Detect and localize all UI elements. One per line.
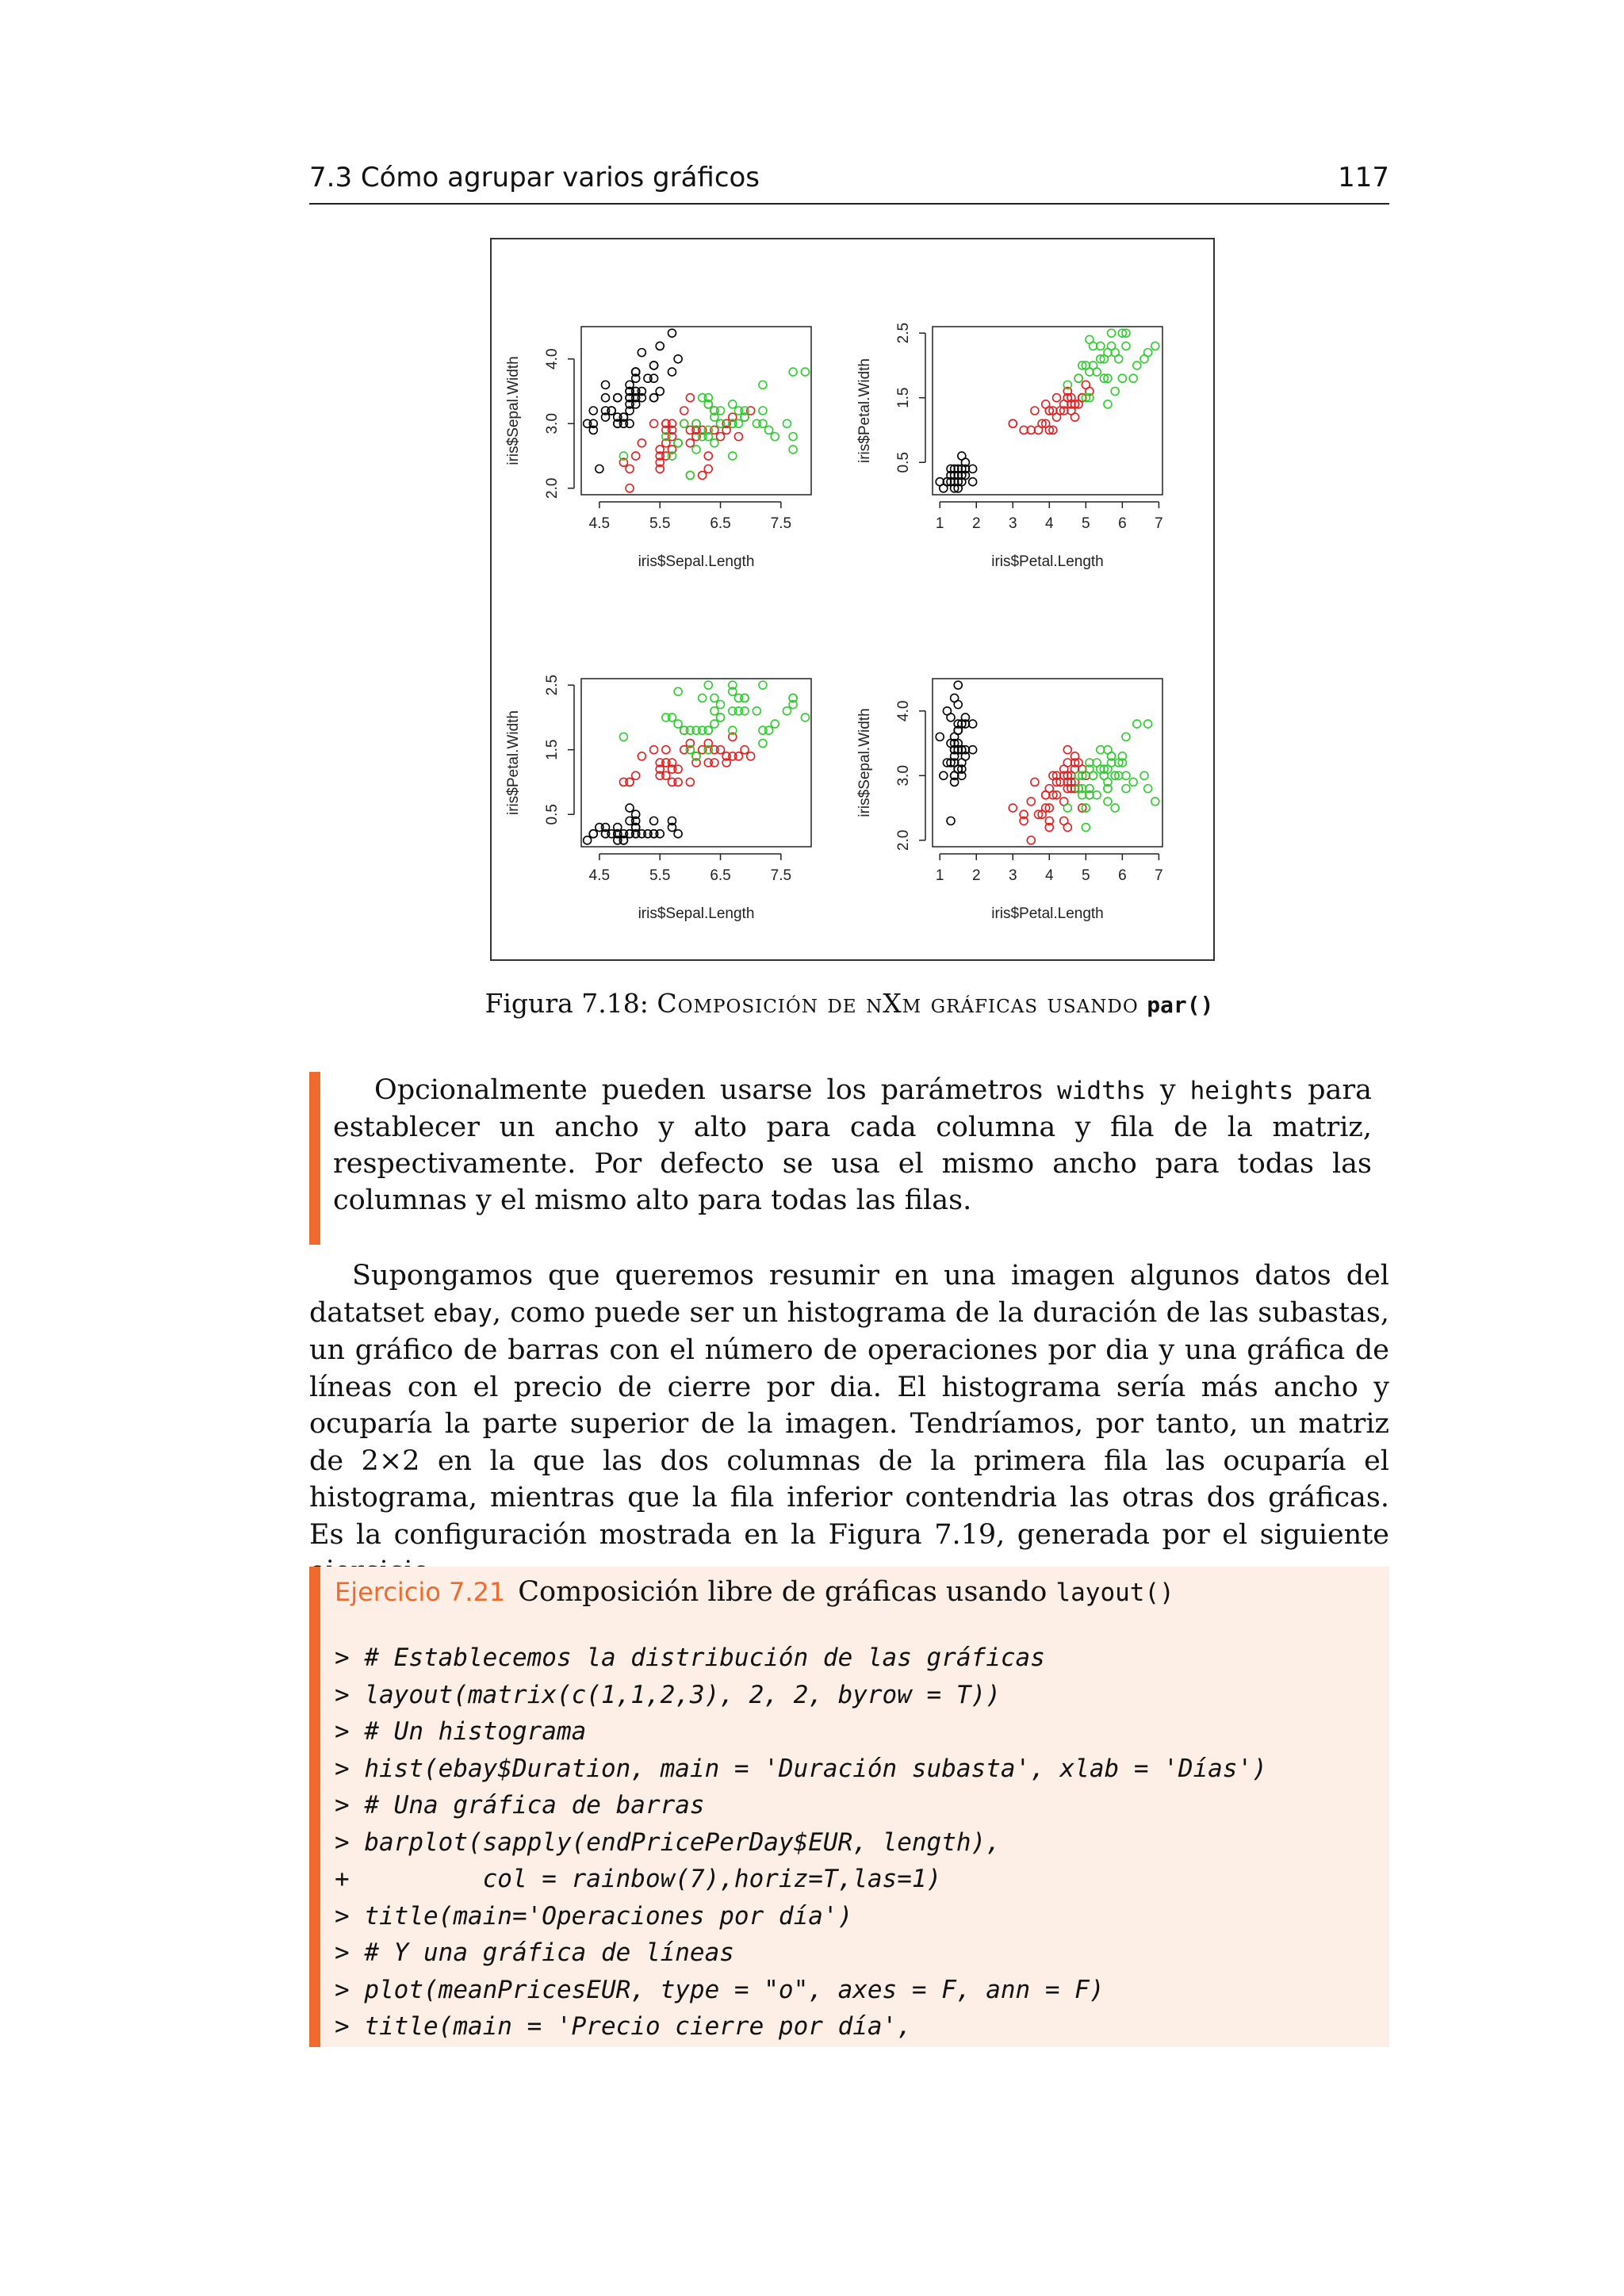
note-text-c: para establecer un ancho y alto para cada columna y fila de la matriz, respectivamente. Por defecto se usa el mismo ancho para todas las columnas y el mismo alto para todas las filas.: [333, 1074, 1372, 1216]
data-point-virginica: [710, 707, 718, 715]
y-axis-label: iris$Sepal.Width: [856, 708, 873, 817]
data-point-versicolor: [632, 771, 640, 779]
exercise-accent-bar: [309, 1567, 320, 2047]
data-point-virginica: [1111, 388, 1119, 396]
note-code-heights: heights: [1189, 1077, 1294, 1105]
data-point-setosa: [626, 804, 634, 812]
data-point-virginica: [1140, 771, 1148, 779]
data-point-versicolor: [704, 759, 712, 767]
data-point-setosa: [626, 817, 634, 825]
data-point-versicolor: [704, 465, 712, 473]
data-point-versicolor: [1031, 778, 1039, 786]
code-line: [335, 1640, 1267, 1677]
x-tick-label: 4.5: [588, 515, 611, 532]
note-text-a: Opcionalmente pueden usarse los parámetros: [374, 1074, 1058, 1106]
code-text: title(main = 'Precio cierre por día',: [349, 2012, 912, 2041]
x-tick-label: 7.5: [770, 515, 792, 532]
code-line: [335, 1751, 1267, 1788]
x-tick-label: 1: [935, 515, 944, 532]
data-point-virginica: [717, 701, 725, 709]
x-tick-label: 6.5: [710, 515, 731, 532]
data-point-versicolor: [717, 433, 725, 441]
code-line: [335, 2008, 1267, 2045]
data-point-virginica: [710, 439, 718, 447]
code-prompt: >: [335, 1791, 350, 1820]
figure-caption: [309, 988, 1389, 1019]
data-point-versicolor: [1060, 817, 1068, 825]
data-point-virginica: [1111, 804, 1119, 812]
code-text: layout(matrix(c(1,1,2,3), 2, 2, byrow = T)): [349, 1680, 1001, 1709]
data-point-setosa: [650, 362, 658, 369]
exercise-title-code: layout(): [1055, 1578, 1174, 1607]
y-tick-label: 4.0: [895, 700, 912, 721]
data-point-virginica: [1108, 329, 1116, 337]
code-line: [335, 1898, 1267, 1935]
code-line: [335, 1677, 1267, 1714]
x-tick-label: 7: [1155, 515, 1163, 532]
y-tick-label: 4.0: [544, 348, 561, 369]
data-point-setosa: [638, 349, 645, 357]
code-prompt: >: [335, 1901, 350, 1931]
margin-note: [309, 1072, 1389, 1245]
x-tick-label: 2: [971, 515, 981, 532]
data-point-versicolor: [734, 433, 742, 441]
data-point-virginica: [801, 368, 809, 376]
y-tick-label: 2.5: [544, 674, 561, 696]
data-point-virginica: [734, 407, 742, 415]
data-point-virginica: [1129, 374, 1137, 382]
data-point-virginica: [674, 687, 682, 695]
data-point-virginica: [717, 714, 725, 721]
data-point-setosa: [602, 381, 610, 388]
code-prompt: >: [335, 1827, 350, 1857]
data-point-virginica: [759, 407, 767, 415]
y-tick-label: 3.0: [544, 413, 561, 434]
data-point-virginica: [783, 419, 791, 427]
y-tick-label: 2.0: [544, 477, 561, 499]
data-point-virginica: [759, 740, 767, 748]
code-block: [335, 1640, 1267, 2045]
data-point-versicolor: [1027, 798, 1035, 806]
data-point-virginica: [1118, 374, 1126, 382]
y-axis-label: iris$Sepal.Width: [505, 356, 522, 465]
x-tick-label: 5.5: [649, 515, 671, 532]
y-tick-label: 1.5: [544, 739, 561, 760]
data-point-versicolor: [650, 419, 658, 427]
data-point-virginica: [674, 439, 682, 447]
para-text-b: , como puede ser un histograma de la duración de las subastas, un gráfico de barras con el número de operaciones por dia y una gráfica de líneas con el precio de cierre por dia. El histograma sería más ancho y ocuparía la parte superior de la imagen. Tendríamos, por tanto, un matriz de 2×2 en la que las dos columnas de la primera fila las ocuparía el histograma, mientras que la fila inferior contendria las otras dos gráficas. Es la configuración mostrada en la Figura 7.19, generada por el siguiente: [309, 1296, 1389, 1551]
code-prompt: >: [335, 1938, 350, 1967]
code-text: # Y una gráfica de líneas: [349, 1938, 734, 1967]
data-point-setosa: [614, 394, 622, 402]
x-tick-label: 6: [1118, 515, 1127, 532]
data-point-virginica: [680, 419, 688, 427]
code-line: [335, 1861, 1267, 1898]
x-axis-label: iris$Petal.Length: [991, 905, 1104, 922]
data-point-virginica: [1144, 349, 1152, 357]
data-point-versicolor: [686, 778, 694, 786]
scatter-matrix-figure: [492, 239, 1213, 959]
note-accent-bar: [309, 1072, 320, 1245]
data-point-virginica: [765, 426, 773, 434]
exercise-title: Composición libre de gráficas usando: [518, 1576, 1056, 1608]
x-tick-label: 5.5: [649, 867, 671, 884]
data-point-versicolor: [1009, 419, 1017, 427]
data-point-virginica: [674, 720, 682, 728]
y-axis-label: iris$Petal.Width: [856, 358, 873, 463]
data-point-setosa: [584, 836, 592, 844]
data-point-virginica: [1122, 342, 1130, 350]
data-point-virginica: [1133, 720, 1141, 728]
data-point-versicolor: [626, 465, 634, 473]
data-point-setosa: [602, 394, 610, 402]
data-point-setosa: [626, 419, 634, 427]
data-point-setosa: [969, 478, 977, 486]
data-point-virginica: [759, 419, 767, 427]
code-line: [335, 1934, 1267, 1972]
data-point-virginica: [699, 394, 707, 402]
x-tick-label: 4: [1045, 867, 1054, 884]
data-point-virginica: [729, 452, 737, 460]
data-point-virginica: [699, 694, 707, 702]
note-text-b: y: [1146, 1074, 1190, 1106]
figure-7-18: [490, 238, 1215, 961]
data-point-virginica: [692, 446, 700, 453]
code-text: hist(ebay$Duration, main = 'Duración subasta', xlab = 'Días'): [349, 1754, 1267, 1783]
code-prompt: >: [335, 1754, 350, 1783]
data-point-versicolor: [626, 484, 634, 492]
page-number: 117: [1338, 162, 1389, 193]
data-point-versicolor: [686, 394, 694, 402]
data-point-virginica: [734, 694, 742, 702]
x-tick-label: 3: [1008, 867, 1017, 884]
x-tick-label: 5: [1082, 867, 1090, 884]
data-point-setosa: [656, 342, 664, 350]
plot-frame: [933, 679, 1162, 847]
data-point-virginica: [789, 433, 797, 441]
x-axis-label: iris$Sepal.Length: [638, 905, 755, 922]
data-point-versicolor: [1053, 394, 1061, 402]
data-point-versicolor: [638, 439, 645, 447]
x-tick-label: 5: [1082, 515, 1090, 532]
code-line: [335, 1972, 1267, 2009]
data-point-virginica: [1151, 342, 1159, 350]
data-point-virginica: [801, 714, 809, 721]
data-point-versicolor: [699, 472, 707, 480]
data-point-setosa: [596, 824, 603, 832]
data-point-versicolor: [734, 752, 742, 760]
code-text: plot(meanPricesEUR, type = "o", axes = F, ann = F): [349, 1975, 1105, 2004]
data-point-setosa: [668, 329, 676, 337]
y-tick-label: 2.5: [895, 322, 912, 344]
code-line: [335, 1787, 1267, 1824]
data-point-virginica: [759, 726, 767, 734]
data-point-setosa: [958, 452, 966, 460]
data-point-versicolor: [1031, 407, 1039, 415]
section-title: 7.3 Cómo agrupar varios gráficos: [309, 162, 760, 193]
code-line: [335, 1824, 1267, 1862]
y-tick-label: 0.5: [895, 452, 912, 473]
data-point-setosa: [596, 465, 603, 473]
data-point-virginica: [680, 726, 688, 734]
data-point-virginica: [789, 368, 797, 376]
data-point-setosa: [589, 830, 597, 838]
plot-frame: [581, 679, 811, 847]
data-point-virginica: [1082, 824, 1090, 832]
data-point-virginica: [710, 720, 718, 728]
x-tick-label: 4: [1045, 515, 1054, 532]
note-text: [333, 1072, 1372, 1219]
x-tick-label: 1: [935, 867, 944, 884]
x-tick-label: 2: [971, 867, 981, 884]
data-point-virginica: [619, 733, 627, 740]
data-point-setosa: [940, 771, 948, 779]
data-point-versicolor: [1063, 746, 1071, 754]
data-point-setosa: [947, 817, 955, 825]
data-point-virginica: [1144, 785, 1152, 793]
y-tick-label: 2.0: [895, 829, 912, 851]
code-text: # Establecemos la distribución de las gráficas: [349, 1644, 1045, 1672]
data-point-setosa: [589, 407, 597, 415]
data-point-versicolor: [686, 426, 694, 434]
data-point-setosa: [954, 681, 962, 689]
code-prompt: +: [335, 1865, 350, 1893]
code-text: # Una gráfica de barras: [349, 1791, 705, 1820]
data-point-virginica: [771, 720, 779, 728]
data-point-versicolor: [747, 752, 755, 760]
data-point-virginica: [1074, 374, 1082, 382]
code-text: # Un histograma: [349, 1717, 587, 1746]
x-tick-label: 4.5: [588, 867, 611, 884]
data-point-virginica: [1104, 798, 1112, 806]
data-point-virginica: [704, 681, 712, 689]
x-tick-label: 3: [1008, 515, 1017, 532]
data-point-setosa: [668, 368, 676, 376]
body-paragraph: [309, 1257, 1389, 1590]
data-point-virginica: [1129, 778, 1137, 786]
data-point-setosa: [674, 355, 682, 363]
x-tick-label: 7: [1155, 867, 1163, 884]
caption-prefix: Figura 7.18:: [485, 988, 649, 1019]
y-tick-label: 1.5: [895, 387, 912, 408]
running-header: [309, 159, 1389, 205]
data-point-virginica: [783, 707, 791, 715]
data-point-setosa: [650, 817, 658, 825]
y-tick-label: 0.5: [544, 804, 561, 825]
exercise-box: [309, 1567, 1389, 2047]
x-tick-label: 6: [1118, 867, 1127, 884]
para-code-ebay: ebay: [433, 1299, 492, 1328]
data-point-virginica: [717, 419, 725, 427]
data-point-setosa: [656, 830, 664, 838]
data-point-versicolor: [680, 407, 688, 415]
note-code-widths: widths: [1057, 1077, 1147, 1105]
exercise-heading: [335, 1576, 1174, 1608]
data-point-versicolor: [686, 439, 694, 447]
data-point-setosa: [674, 830, 682, 838]
data-point-setosa: [644, 830, 652, 838]
data-point-setosa: [650, 394, 658, 402]
data-point-versicolor: [638, 752, 645, 760]
data-point-versicolor: [741, 746, 749, 754]
caption-code: par(): [1147, 992, 1214, 1018]
data-point-setosa: [951, 694, 959, 702]
y-tick-label: 3.0: [895, 765, 912, 786]
data-point-virginica: [759, 381, 767, 388]
data-point-virginica: [729, 400, 737, 408]
data-point-setosa: [644, 374, 652, 382]
code-text: col = rainbow(7),horiz=T,las=1): [349, 1865, 942, 1893]
exercise-label: Ejercicio 7.21: [335, 1577, 506, 1607]
code-prompt: >: [335, 1680, 350, 1709]
data-point-virginica: [729, 707, 737, 715]
y-axis-label: iris$Petal.Width: [505, 710, 522, 815]
x-axis-label: iris$Petal.Length: [991, 553, 1104, 570]
code-prompt: >: [335, 1975, 350, 2004]
data-point-versicolor: [717, 746, 725, 754]
data-point-setosa: [936, 733, 944, 740]
x-tick-label: 7.5: [770, 867, 792, 884]
data-point-virginica: [789, 446, 797, 453]
data-point-virginica: [753, 707, 760, 715]
data-point-versicolor: [668, 778, 676, 786]
data-point-versicolor: [662, 746, 670, 754]
data-point-versicolor: [662, 759, 670, 767]
data-point-versicolor: [704, 452, 712, 460]
data-point-virginica: [1122, 785, 1130, 793]
x-axis-label: iris$Sepal.Length: [638, 553, 755, 570]
data-point-virginica: [741, 707, 749, 715]
x-tick-label: 6.5: [710, 867, 731, 884]
data-point-versicolor: [1009, 804, 1017, 812]
data-point-versicolor: [1071, 413, 1079, 421]
code-prompt: >: [335, 1644, 350, 1672]
data-point-versicolor: [632, 452, 640, 460]
data-point-virginica: [1144, 720, 1152, 728]
data-point-virginica: [1122, 733, 1130, 740]
plot-frame: [933, 327, 1162, 495]
data-point-virginica: [771, 433, 779, 441]
data-point-versicolor: [626, 778, 634, 786]
data-point-versicolor: [650, 746, 658, 754]
data-point-virginica: [1104, 400, 1112, 408]
data-point-virginica: [1063, 804, 1071, 812]
code-line: [335, 1713, 1267, 1751]
data-point-virginica: [759, 681, 767, 689]
para-text-a: Supongamos que queremos resumir en una imagen algunos datos del datatset: [309, 1260, 1389, 1329]
data-point-versicolor: [1053, 413, 1061, 421]
data-point-virginica: [662, 714, 670, 721]
caption-text: Composición de nXm gráficas usando: [657, 988, 1139, 1019]
data-point-versicolor: [1027, 836, 1035, 844]
data-point-setosa: [656, 388, 664, 396]
data-point-setosa: [947, 714, 955, 721]
data-point-virginica: [710, 694, 718, 702]
data-point-virginica: [1133, 362, 1141, 369]
code-text: title(main='Operaciones por día'): [349, 1901, 853, 1931]
data-point-virginica: [1151, 798, 1159, 806]
code-prompt: >: [335, 1717, 350, 1746]
code-text: barplot(sapply(endPricePerDay$EUR, length),: [349, 1827, 1001, 1857]
code-prompt: >: [335, 2012, 350, 2041]
data-point-virginica: [686, 472, 694, 480]
